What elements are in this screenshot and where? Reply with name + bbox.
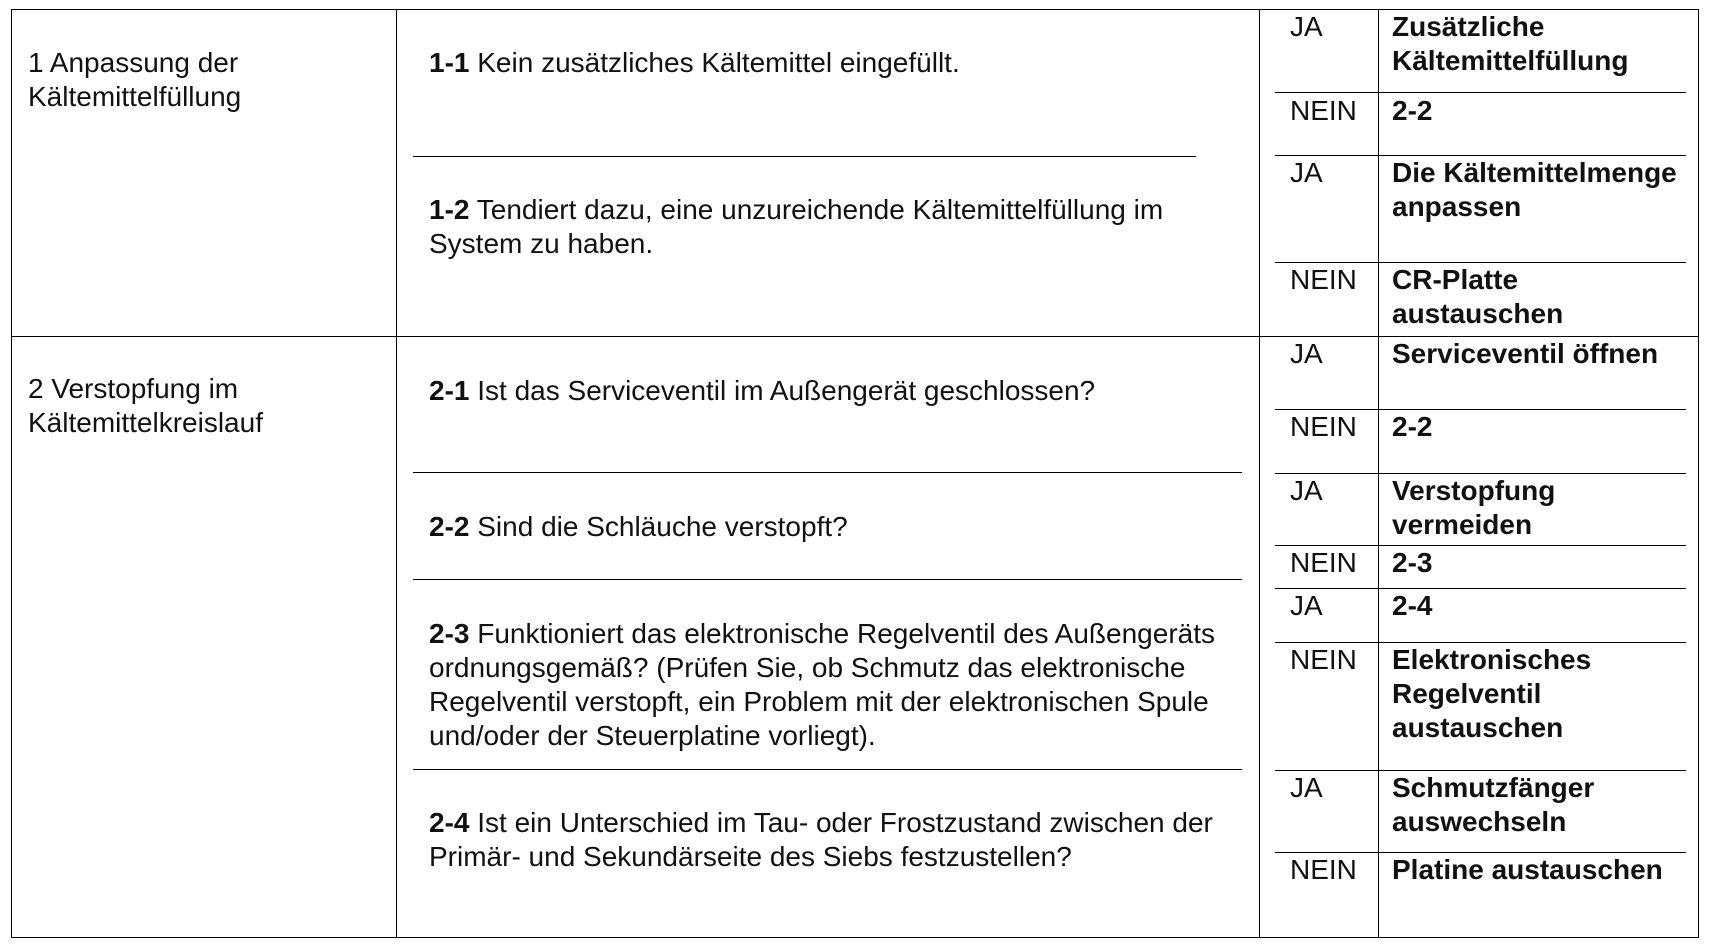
question-id: 1-2 <box>429 194 470 225</box>
answer-nein-label: NEIN <box>1290 95 1357 126</box>
result-ja: 2-4 <box>1392 590 1433 621</box>
result-ja: Schmutzfänger auswechseln <box>1392 772 1595 837</box>
result-nein: 2-2 <box>1392 95 1433 126</box>
result-ja: Serviceventil öffnen <box>1392 338 1659 369</box>
column-divider <box>396 9 397 938</box>
answer-ja-label: JA <box>1290 11 1323 42</box>
question-divider <box>413 769 1242 770</box>
question-divider <box>413 472 1242 473</box>
answer-nein-label: NEIN <box>1290 411 1357 442</box>
question-text: Ist das Serviceventil im Außengerät geschlossen? <box>477 375 1096 406</box>
question-text: Funktioniert das elektronische Regelventil des Außengeräts ordnungsgemäß? (Prüfen Sie, ob Schmutz das elektronische Regelventil verstopft, ein Problem mit der elektronischen Spule und/oder der Steuerplatine vorliegt). <box>429 618 1215 751</box>
answer-ja-label: JA <box>1290 475 1323 506</box>
result-nein: 2-3 <box>1392 547 1433 578</box>
question-id: 2-3 <box>429 618 470 649</box>
column-divider <box>1259 9 1260 938</box>
question-id: 2-2 <box>429 511 470 542</box>
answer-ja-label: JA <box>1290 338 1323 369</box>
result-ja: Verstopfung vermeiden <box>1392 475 1556 540</box>
answer-ja-label: JA <box>1290 590 1323 621</box>
question-id: 2-4 <box>429 807 470 838</box>
result-nein: 2-2 <box>1392 411 1433 442</box>
question <box>429 193 1239 261</box>
answer-nein-label: NEIN <box>1290 644 1357 675</box>
result-ja: Zusätzliche Kältemittelfüllung <box>1392 11 1629 76</box>
question <box>429 806 1239 874</box>
answer-ja-label: JA <box>1290 157 1323 188</box>
answer-nein-label: NEIN <box>1290 854 1357 885</box>
section-title: 2 Verstopfung im Kältemittelkreislauf <box>28 373 263 438</box>
result-nein: Elektronisches Regelventil austauschen <box>1392 644 1592 743</box>
question <box>429 374 1239 408</box>
question-text: Tendiert dazu, eine unzureichende Kältemittelfüllung im System zu haben. <box>429 194 1164 259</box>
answer-ja-label: JA <box>1290 772 1323 803</box>
question <box>429 617 1239 753</box>
question-divider <box>413 579 1242 580</box>
question-id: 2-1 <box>429 375 470 406</box>
result-nein: Platine austauschen <box>1392 854 1663 885</box>
question <box>429 46 1239 80</box>
result-ja: Die Kältemittelmenge anpassen <box>1392 157 1677 222</box>
question-text: Sind die Schläuche verstopft? <box>477 511 848 542</box>
section-title: 1 Anpassung der Kältemittelfüllung <box>28 47 242 112</box>
question-text: Ist ein Unterschied im Tau- oder Frostzustand zwischen der Primär- und Sekundärseite des Siebs festzustellen? <box>429 807 1213 872</box>
question <box>429 510 1239 544</box>
question-divider <box>413 156 1196 157</box>
result-nein: CR-Platte austauschen <box>1392 264 1564 329</box>
answer-divider <box>1275 92 1686 93</box>
answer-nein-label: NEIN <box>1290 547 1357 578</box>
answer-nein-label: NEIN <box>1290 264 1357 295</box>
question-id: 1-1 <box>429 47 470 78</box>
question-text: Kein zusätzliches Kältemittel eingefüllt. <box>477 47 960 78</box>
